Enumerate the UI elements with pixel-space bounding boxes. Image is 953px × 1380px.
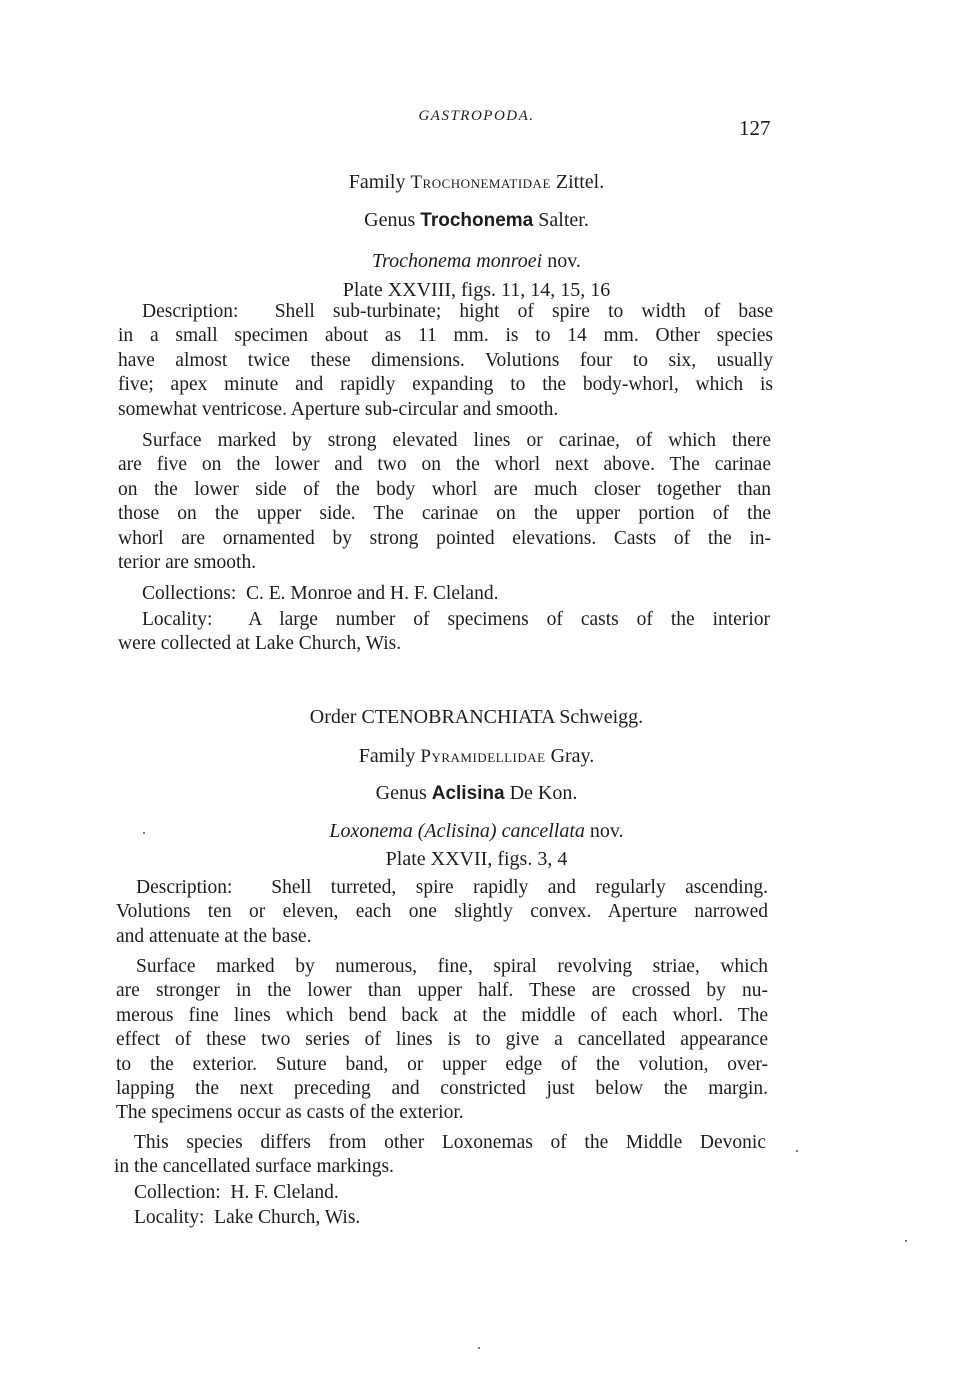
text-line: effect of these two series of lines is to give a cancellated appearance [116, 1029, 768, 1051]
text-line: terior are smooth. [118, 552, 257, 574]
text-line: somewhat ventricose. Aperture sub-circular and smooth. [118, 398, 559, 420]
species-heading-loxonema-cancellata [0, 819, 953, 843]
order-heading-ctenobranchiata [0, 705, 953, 729]
scan-speck [796, 1150, 798, 1152]
locality-label: Locality: [134, 1207, 205, 1228]
scan-speck [143, 832, 145, 834]
plate-reference: Plate XXVII, figs. 3, 4 [385, 848, 568, 870]
collection-label: Collection: [134, 1182, 221, 1203]
text-line [142, 582, 772, 606]
family-author: Zittel. [555, 171, 605, 193]
description-label: Description: [142, 301, 239, 322]
family-prefix: Family [358, 745, 416, 767]
family-heading-trochonematidae [0, 170, 953, 195]
text-line [134, 1181, 734, 1205]
text-line: those on the upper side. The carinae on the upper portion of the [118, 503, 771, 525]
genus-prefix: Genus [364, 209, 416, 231]
text-line: and attenuate at the base. [116, 925, 312, 947]
family-heading-pyramidellidae [0, 744, 953, 769]
species-name: Loxonema (Aclisina) cancellata [329, 820, 585, 842]
description-paragraph [116, 876, 768, 949]
species-name: Trochonema monroei [372, 250, 543, 272]
plate-reference: Plate XXVIII, figs. 11, 14, 15, 16 [342, 279, 611, 301]
text-line: whorl are ornamented by strong pointed elevations. Casts of the in- [118, 527, 771, 549]
collection-line [134, 1181, 734, 1205]
text-line: have almost twice these dimensions. Volutions four to six, usually [118, 349, 773, 371]
genus-name: Trochonema [420, 210, 534, 231]
text-line [116, 876, 768, 900]
text-line: on the lower side of the body whorl are much closer together than [118, 478, 771, 500]
text-span: Shell turreted, spire rapidly and regularly ascending. [271, 877, 768, 898]
text-line: Volutions ten or eleven, each one slightly convex. Aperture narrowed [116, 901, 768, 923]
description-label: Description: [136, 877, 233, 898]
family-name: Trochonematidae [410, 172, 551, 193]
collections-line [142, 582, 772, 606]
page-number: 127 [739, 116, 771, 140]
text-line: in the cancellated surface markings. [114, 1156, 394, 1178]
text-line [134, 1206, 734, 1230]
genus-author: Salter. [538, 209, 589, 231]
locality-paragraph [118, 608, 770, 657]
text-line: lapping the next preceding and constricted just below the margin. [116, 1078, 768, 1100]
family-author: Gray. [550, 745, 595, 767]
locality-line [134, 1206, 734, 1230]
text-line: The specimens occur as casts of the exterior. [116, 1102, 464, 1124]
running-title: GASTROPODA. [418, 108, 535, 124]
comparison-paragraph [114, 1131, 766, 1180]
text-line: were collected at Lake Church, Wis. [118, 633, 402, 655]
species-suffix: nov. [547, 250, 581, 272]
scan-speck [478, 1347, 480, 1349]
text-line: Surface marked by strong elevated lines or carinae, of which there [142, 430, 771, 451]
text-line: Surface marked by numerous, fine, spiral revolving striae, which [136, 956, 768, 977]
species-heading-trochonema-monroei [0, 249, 953, 273]
order-name: CTENOBRANCHIATA [361, 706, 555, 728]
family-name: Pyramidellidae [420, 746, 546, 767]
text-line [118, 608, 770, 632]
text-span: A large number of specimens of casts of the interior [248, 609, 770, 630]
order-author: Schweigg. [559, 706, 644, 728]
scan-speck [905, 1240, 907, 1242]
surface-paragraph [118, 429, 771, 575]
genus-author: De Kon. [509, 782, 578, 804]
text-line: to the exterior. Suture band, or upper edge of the volution, over- [116, 1053, 768, 1075]
surface-paragraph [116, 955, 768, 1126]
order-prefix: Order [309, 706, 357, 728]
collection-value: H. F. Cleland. [230, 1182, 339, 1203]
collections-value: C. E. Monroe and H. F. Cleland. [246, 583, 499, 604]
genus-prefix: Genus [375, 782, 427, 804]
text-line: five; apex minute and rapidly expanding to the body-whorl, which is [118, 374, 773, 396]
genus-heading-aclisina [0, 781, 953, 806]
text-line [118, 300, 773, 324]
text-line: merous fine lines which bend back at the middle of each whorl. The [116, 1004, 768, 1026]
species-suffix: nov. [589, 820, 624, 842]
collections-label: Collections: [142, 583, 237, 604]
text-line: are five on the lower and two on the whorl next above. The carinae [118, 454, 771, 476]
genus-heading-trochonema [0, 208, 953, 233]
text-line: in a small specimen about as 11 mm. is to 14 mm. Other species [118, 325, 773, 347]
description-paragraph [118, 300, 773, 422]
family-prefix: Family [348, 171, 406, 193]
text-span: Shell sub-turbinate; hight of spire to width of base [274, 301, 773, 322]
text-line: are stronger in the lower than upper half. These are crossed by nu- [116, 980, 768, 1002]
genus-name: Aclisina [431, 783, 505, 804]
locality-value: Lake Church, Wis. [214, 1207, 361, 1228]
locality-label: Locality: [142, 609, 213, 630]
text-line: This species differs from other Loxonemas of the Middle Devonic [134, 1132, 766, 1153]
